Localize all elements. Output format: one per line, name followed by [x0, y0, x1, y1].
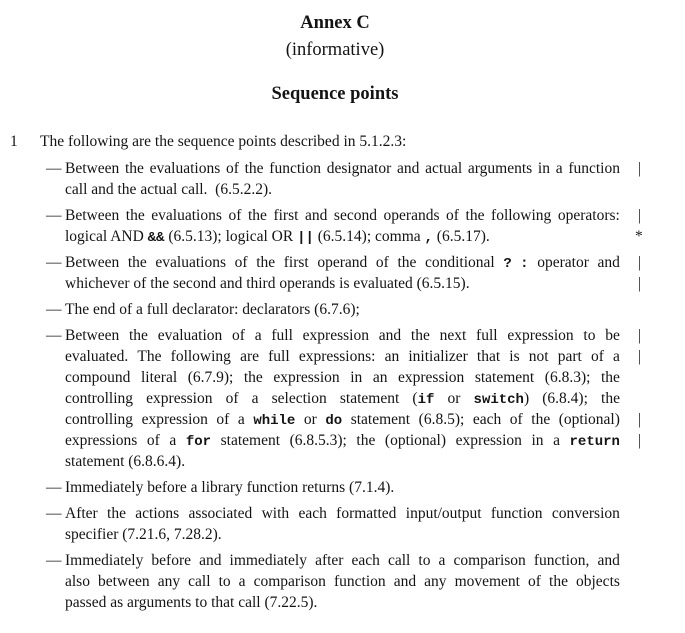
em-dash-bullet: —	[46, 552, 62, 569]
informative-heading: (informative)	[285, 40, 385, 60]
text-line-row	[65, 226, 643, 247]
text-line: Between the evaluations of the first operand of the conditional ? : operator and	[65, 254, 620, 272]
inline-code: if	[417, 392, 435, 408]
text-line-row	[65, 550, 620, 571]
text-line: call and the actual call. (6.5.2.2).	[65, 181, 273, 198]
text-line: controlling expression of a while or do statement (6.8.5); each of the (optional)	[65, 411, 620, 429]
text-line-row	[65, 346, 642, 367]
em-dash-bullet: —	[46, 505, 62, 522]
text-line: The end of a full declarator: declarators (6.7.6);	[65, 301, 360, 318]
sequence-point-item	[46, 550, 620, 613]
text-line-row	[65, 592, 620, 613]
text-line-row	[65, 367, 620, 388]
text-line: Between the evaluations of the first and second operands of the following operators:	[65, 207, 620, 224]
change-bar-marker: |	[638, 254, 642, 271]
em-dash-bullet: —	[46, 479, 62, 496]
change-bar-marker: |	[638, 432, 642, 449]
asterisk-marker: *	[635, 228, 643, 245]
text-line-row	[65, 299, 620, 320]
text-line-row	[65, 524, 620, 545]
text-line: whichever of the second and third operands is evaluated (6.5.15).	[65, 275, 470, 292]
inline-code: while	[253, 413, 296, 429]
em-dash-bullet: —	[46, 301, 62, 318]
page-content	[10, 0, 643, 618]
change-bar-marker: |	[638, 207, 642, 224]
change-bar-marker: |	[638, 327, 642, 344]
text-line: specifier (7.21.6, 7.28.2).	[65, 526, 222, 543]
sequence-point-item	[46, 503, 620, 545]
text-line-row	[65, 477, 620, 498]
intro-text: The following are the sequence points described in 5.1.2.3:	[40, 133, 407, 150]
paragraph-number: 1	[10, 133, 18, 150]
text-line-row	[65, 273, 642, 294]
text-line: Between the evaluation of a full expression and the next full expression to be	[65, 327, 620, 344]
sequence-point-item	[46, 299, 620, 320]
change-bar-marker: |	[638, 160, 642, 177]
document-title: Sequence points	[271, 84, 399, 104]
inline-code: return	[569, 434, 620, 450]
text-line: passed as arguments to that call (7.22.5).	[65, 594, 318, 611]
text-line: logical AND && (6.5.13); logical OR || (6.5.14); comma , (6.5.17).	[65, 228, 490, 246]
text-line-row	[65, 388, 620, 409]
inline-code: ? :	[503, 256, 529, 272]
inline-code: switch	[473, 392, 524, 408]
text-line: After the actions associated with each formatted input/output function conversion	[65, 505, 620, 522]
inline-code: for	[185, 434, 212, 450]
sequence-point-item	[46, 158, 642, 200]
text-line-row	[65, 158, 642, 179]
inline-code: &&	[147, 230, 165, 246]
intro-paragraph	[10, 131, 640, 152]
text-line-row	[65, 252, 642, 273]
inline-code: do	[325, 413, 343, 429]
text-line-row	[65, 325, 642, 346]
sequence-point-item	[46, 252, 642, 294]
text-line-row	[65, 409, 642, 430]
text-line: statement (6.8.6.4).	[65, 453, 186, 470]
text-line: compound literal (6.7.9); the expression in an expression statement (6.8.3); the	[65, 369, 620, 386]
text-line: Between the evaluations of the function designator and actual arguments in a function	[65, 160, 620, 177]
em-dash-bullet: —	[46, 207, 62, 224]
change-bar-marker: |	[638, 275, 642, 292]
text-line: Immediately before a library function returns (7.1.4).	[65, 479, 395, 496]
text-line-row	[65, 179, 620, 200]
change-bar-marker: |	[638, 348, 642, 365]
text-line-row	[65, 571, 620, 592]
inline-code: ,	[424, 230, 433, 246]
sequence-point-list	[40, 158, 643, 613]
sequence-point-item	[46, 325, 642, 472]
em-dash-bullet: —	[46, 254, 62, 271]
em-dash-bullet: —	[46, 160, 62, 177]
text-line-row	[65, 451, 620, 472]
text-line-row	[65, 205, 642, 226]
change-bar-marker: |	[638, 411, 642, 428]
text-line: expressions of a for statement (6.8.5.3); the (optional) expression in a return	[65, 432, 620, 450]
text-line: controlling expression of a selection statement (if or switch) (6.8.4); the	[65, 390, 620, 408]
text-line-row	[65, 430, 642, 451]
text-line-row	[65, 503, 620, 524]
text-line: evaluated. The following are full expressions: an initializer that is not part of a	[65, 348, 620, 365]
annex-heading: Annex C	[300, 13, 370, 33]
em-dash-bullet: —	[46, 327, 62, 344]
inline-code: ||	[297, 230, 314, 246]
sequence-point-item	[46, 205, 643, 247]
text-line: also between any call to a comparison function and any movement of the objects	[65, 573, 620, 590]
sequence-point-item	[46, 477, 620, 498]
text-line: Immediately before and immediately after each call to a comparison function, and	[65, 552, 620, 569]
